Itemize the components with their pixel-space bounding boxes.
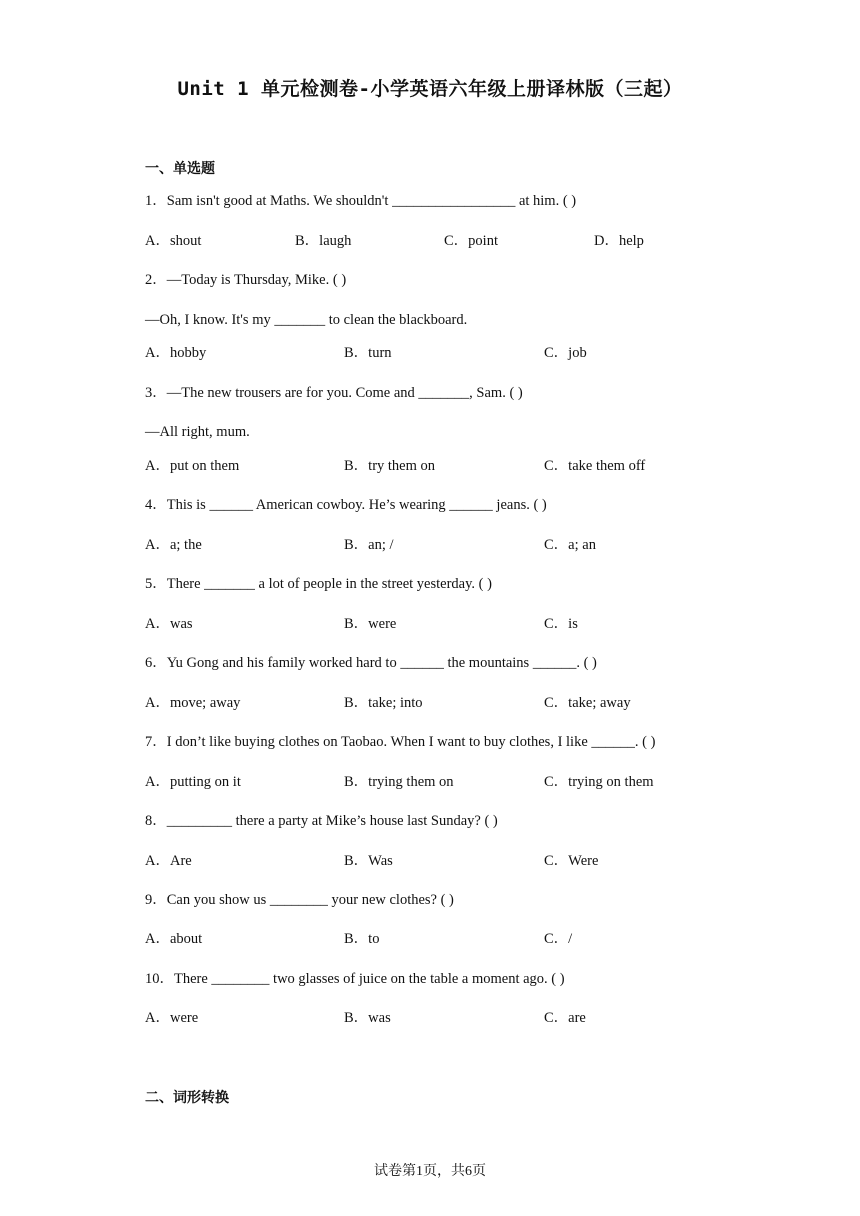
question-stem: 4．This is ______ American cowboy. He’s wearing ______ jeans. ( ): [145, 497, 547, 513]
question-sub-line: —Oh, I know. It's my _______ to clean the blackboard.: [145, 312, 468, 328]
option-a: A．putting on it: [145, 774, 241, 790]
question-stem: 5．There _______ a lot of people in the street yesterday. ( ): [145, 576, 492, 592]
option-b: B．an; /: [344, 537, 394, 553]
option-b: B．Was: [344, 853, 393, 869]
option-a: A．hobby: [145, 345, 207, 361]
option-a: A．was: [145, 616, 193, 632]
option-c: C．is: [544, 616, 578, 632]
option-b: B．turn: [344, 345, 392, 361]
question-sub-line: —All right, mum.: [145, 424, 250, 440]
option-c: C．point: [444, 233, 498, 249]
option-d: D．help: [594, 233, 644, 249]
option-b: B．trying them on: [344, 774, 454, 790]
option-c: C．job: [544, 345, 587, 361]
option-b: B．was: [344, 1010, 391, 1026]
option-c: C．trying on them: [544, 774, 654, 790]
question-stem: 6．Yu Gong and his family worked hard to ______ the mountains ______. ( ): [145, 655, 597, 671]
option-a: A．put on them: [145, 458, 240, 474]
section-heading-word-forms: 二、词形转换: [145, 1090, 229, 1106]
option-a: A．Are: [145, 853, 192, 869]
option-b: B．to: [344, 931, 380, 947]
option-b: B．try them on: [344, 458, 436, 474]
option-a: A．about: [145, 931, 203, 947]
question-stem: 3．—The new trousers are for you. Come and _______, Sam. ( ): [145, 385, 523, 401]
question-stem: 7．I don’t like buying clothes on Taobao. When I want to buy clothes, I like ______. ( ): [145, 734, 656, 750]
section-heading-multiple-choice: 一、单选题: [145, 161, 215, 177]
option-c: C．Were: [544, 853, 599, 869]
option-a: A．a; the: [145, 537, 202, 553]
option-c: C．take them off: [544, 458, 646, 474]
page-footer: 试卷第1页，共6页: [374, 1164, 486, 1179]
question-stem: 10．There ________ two glasses of juice on the table a moment ago. ( ): [145, 971, 565, 987]
option-a: A．shout: [145, 233, 202, 249]
question-stem: 8．_________ there a party at Mike’s house last Sunday? ( ): [145, 813, 498, 829]
option-c: C．/: [544, 931, 573, 947]
option-a: A．move; away: [145, 695, 241, 711]
option-b: B．were: [344, 616, 397, 632]
option-b: B．laugh: [295, 233, 352, 249]
question-stem: 9．Can you show us ________ your new clothes? ( ): [145, 892, 454, 908]
page-title: Unit 1 单元检测卷-小学英语六年级上册译林版（三起）: [177, 78, 683, 100]
option-c: C．a; an: [544, 537, 596, 553]
question-stem: 1．Sam isn't good at Maths. We shouldn't _________________ at him. ( ): [145, 193, 577, 209]
option-c: C．take; away: [544, 695, 631, 711]
option-b: B．take; into: [344, 695, 423, 711]
option-c: C．are: [544, 1010, 586, 1026]
question-stem: 2．—Today is Thursday, Mike. ( ): [145, 272, 347, 288]
option-a: A．were: [145, 1010, 199, 1026]
